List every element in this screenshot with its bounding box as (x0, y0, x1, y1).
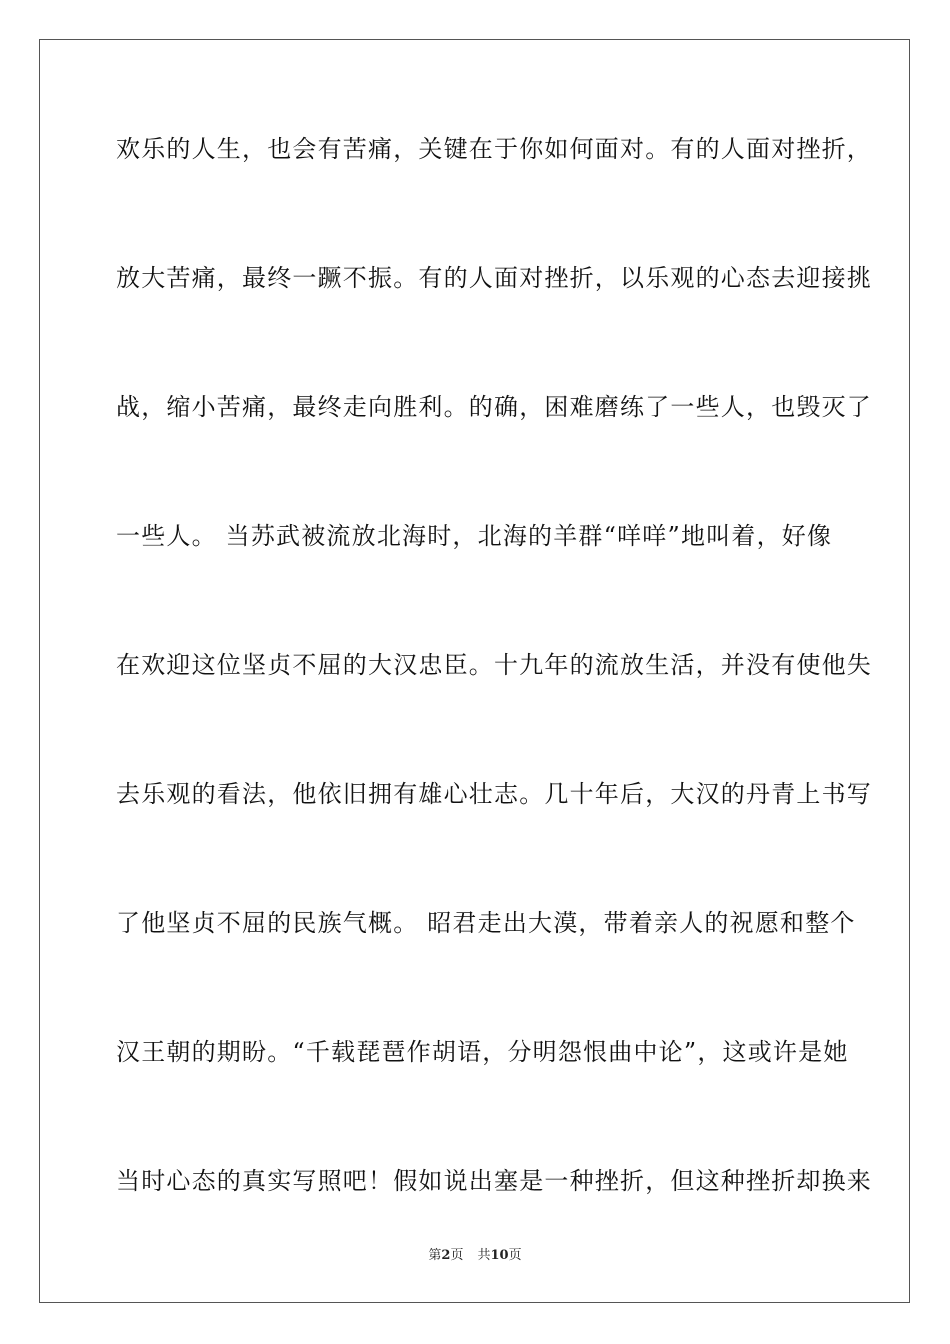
total-pages-suffix: 页 (508, 1248, 522, 1263)
page-number-suffix: 页 (450, 1248, 464, 1263)
body-text (116, 128, 872, 1289)
page-footer (0, 1246, 950, 1266)
text-line: 当时心态的真实写照吧！假如说出塞是一种挫折，但这种挫折却换来 (116, 1167, 872, 1195)
text-line: 战，缩小苦痛，最终走向胜利。的确，困难磨练了一些人，也毁灭了 (116, 393, 872, 421)
text-line: 去乐观的看法，他依旧拥有雄心壮志。几十年后，大汉的丹青上书写 (116, 780, 872, 808)
total-pages-number: 10 (490, 1248, 509, 1263)
total-pages-prefix: 共 (477, 1248, 491, 1263)
text-line: 一些人。 当苏武被流放北海时，北海的羊群“咩咩”地叫着，好像 (116, 522, 833, 550)
text-line: 在欢迎这位坚贞不屈的大汉忠臣。十九年的流放生活，并没有使他失 (116, 651, 872, 679)
text-line: 了他坚贞不屈的民族气概。 昭君走出大漠，带着亲人的祝愿和整个 (116, 909, 856, 937)
current-page-number: 2 (441, 1248, 451, 1263)
text-line: 汉王朝的期盼。“千载琵琶作胡语，分明怨恨曲中论”，这或许是她 (116, 1038, 849, 1066)
page-number-prefix: 第 (428, 1248, 442, 1263)
text-line: 放大苦痛，最终一蹶不振。有的人面对挫折，以乐观的心态去迎接挑 (116, 264, 872, 292)
text-line: 欢乐的人生，也会有苦痛，关键在于你如何面对。有的人面对挫折， (116, 135, 872, 163)
